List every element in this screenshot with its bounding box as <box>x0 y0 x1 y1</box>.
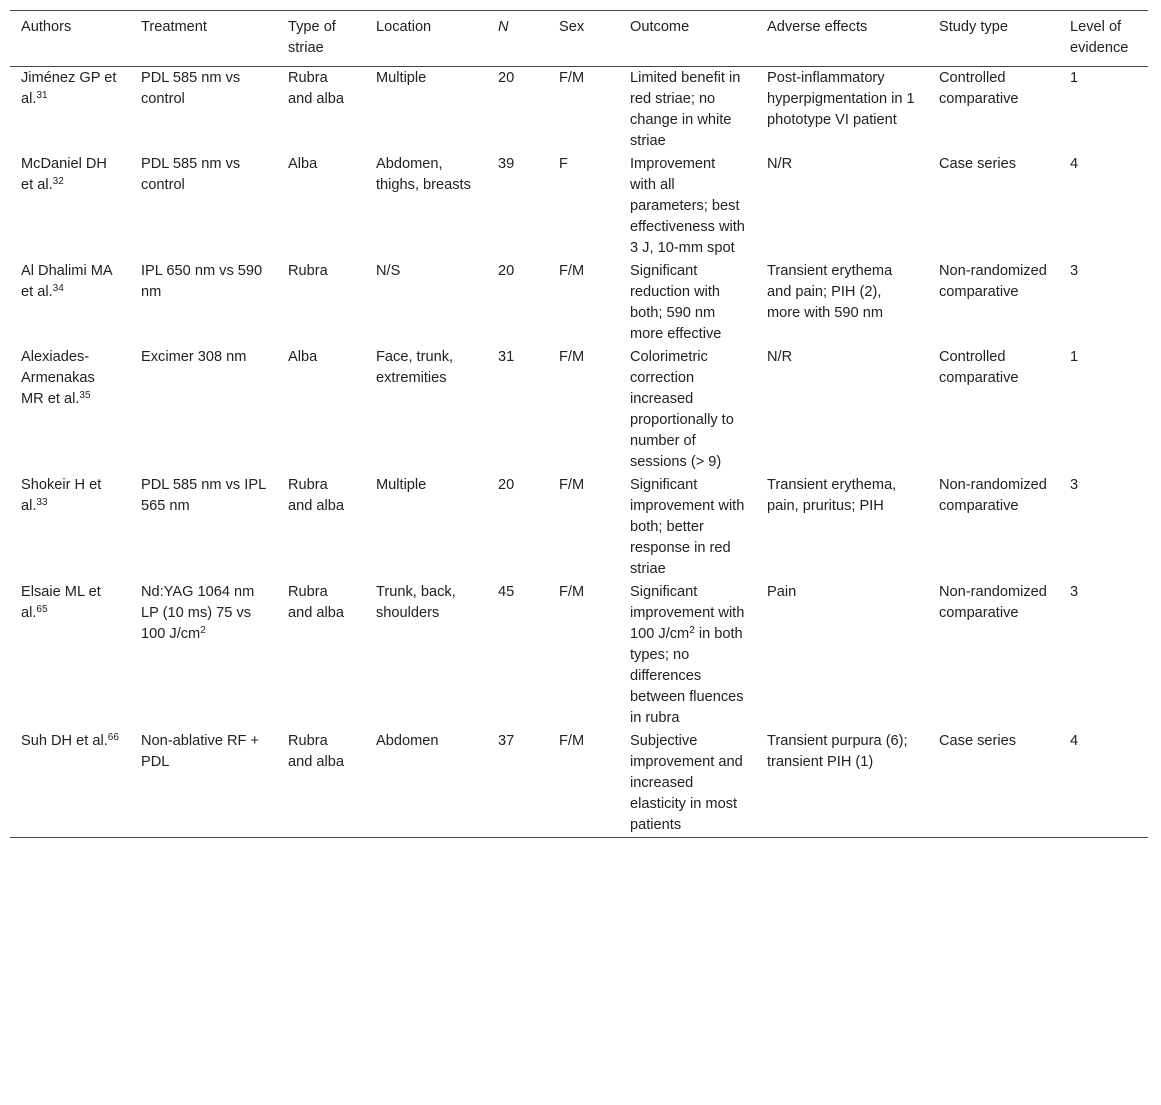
treatment-cell: PDL 585 nm vs IPL 565 nm <box>141 477 266 514</box>
author-cell: Elsaie ML et al.$^{65}$ <box>21 584 101 621</box>
table-row <box>10 260 1148 346</box>
table-row <box>10 730 1148 838</box>
n-cell: 39 <box>498 156 515 172</box>
treatment-cell: Nd:YAG 1064 nm LP (10 ms) 75 vs 100 $J/cm^2$ <box>141 584 255 642</box>
type-cell: Rubra <box>288 263 328 279</box>
outcome-cell: Significant improvement with 100 $J/cm^2$ in both types; no differences between fluences in rubra <box>630 584 745 726</box>
study-cell: Controlled comparative <box>939 349 1019 386</box>
level-cell: 1 <box>1070 70 1079 86</box>
location-cell: Multiple <box>376 70 427 86</box>
type-cell: Alba <box>288 156 318 172</box>
location-cell: Abdomen, thighs, breasts <box>376 156 471 193</box>
type-cell: Rubra and alba <box>288 733 344 770</box>
sex-cell: F/M <box>559 263 585 279</box>
table-row <box>10 346 1148 474</box>
table-row <box>10 67 1148 154</box>
outcome-cell: Subjective improvement and increased elasticity in most patients <box>630 733 743 833</box>
level-cell: 3 <box>1070 263 1079 279</box>
sex-cell: F/M <box>559 477 585 493</box>
level-cell: 1 <box>1070 349 1079 365</box>
table-row <box>10 581 1148 730</box>
header-type: Type of striae <box>288 19 336 56</box>
study-cell: Controlled comparative <box>939 70 1019 107</box>
location-cell: Abdomen <box>376 733 439 749</box>
type-cell: Alba <box>288 349 318 365</box>
header-study: Study type <box>939 19 1008 35</box>
adverse-cell: Transient erythema and pain; PIH (2), more with 590 nm <box>767 263 893 321</box>
adverse-cell: Pain <box>767 584 797 600</box>
n-cell: 37 <box>498 733 515 749</box>
location-cell: Trunk, back, shoulders <box>376 584 456 621</box>
n-cell: 20 <box>498 70 515 86</box>
treatment-cell: PDL 585 nm vs control <box>141 156 241 193</box>
sex-cell: F/M <box>559 70 585 86</box>
adverse-cell: Transient erythema, pain, pruritus; PIH <box>767 477 897 514</box>
adverse-cell: Post-inflammatory hyperpigmentation in 1 phototype VI patient <box>767 70 915 128</box>
outcome-cell: Significant reduction with both; 590 nm more effective <box>630 263 722 342</box>
adverse-cell: Transient purpura (6); transient PIH (1) <box>767 733 908 770</box>
type-cell: Rubra and alba <box>288 477 344 514</box>
header-treatment: Treatment <box>141 19 207 35</box>
study-cell: Non-randomized comparative <box>939 584 1047 621</box>
table-row <box>10 153 1148 260</box>
author-cell: McDaniel DH et al.$^{32}$ <box>21 156 107 193</box>
n-cell: 20 <box>498 263 515 279</box>
location-cell: Face, trunk, extremities <box>376 349 454 386</box>
outcome-cell: Improvement with all parameters; best effectiveness with 3 J, 10-mm spot <box>630 156 745 256</box>
sex-cell: F <box>559 156 568 172</box>
treatment-cell: Excimer 308 nm <box>141 349 247 365</box>
type-cell: Rubra and alba <box>288 70 344 107</box>
location-cell: N/S <box>376 263 401 279</box>
treatment-cell: PDL 585 nm vs control <box>141 70 241 107</box>
n-cell: 31 <box>498 349 515 365</box>
author-cell: Shokeir H et al.$^{33}$ <box>21 477 102 514</box>
striae-laser-table <box>10 10 1148 838</box>
sex-cell: F/M <box>559 349 585 365</box>
sex-cell: F/M <box>559 584 585 600</box>
header-row <box>10 11 1148 67</box>
author-cell: Al Dhalimi MA et al.$^{34}$ <box>21 263 112 300</box>
level-cell: 3 <box>1070 584 1079 600</box>
treatment-cell: IPL 650 nm vs 590 nm <box>141 263 263 300</box>
n-cell: 45 <box>498 584 515 600</box>
author-cell: Jiménez GP et al.$^{31}$ <box>21 70 117 107</box>
header-authors: Authors <box>21 19 72 35</box>
level-cell: 3 <box>1070 477 1079 493</box>
header-adverse: Adverse effects <box>767 19 868 35</box>
header-sex: Sex <box>559 19 585 35</box>
level-cell: 4 <box>1070 156 1079 172</box>
adverse-cell: N/R <box>767 349 793 365</box>
header-outcome: Outcome <box>630 19 690 35</box>
header-location: Location <box>376 19 432 35</box>
header-level: Level of evidence <box>1070 19 1129 56</box>
header-n: N <box>498 19 509 35</box>
author-cell: Suh DH et al.$^{66}$ <box>21 732 119 749</box>
table-row <box>10 474 1148 581</box>
treatment-cell: Non-ablative RF + PDL <box>141 733 260 770</box>
outcome-cell: Colorimetric correction increased proportionally to number of sessions (> 9) <box>630 349 734 470</box>
type-cell: Rubra and alba <box>288 584 344 621</box>
location-cell: Multiple <box>376 477 427 493</box>
outcome-cell: Limited benefit in red striae; no change in white striae <box>630 70 741 149</box>
sex-cell: F/M <box>559 733 585 749</box>
adverse-cell: N/R <box>767 156 793 172</box>
author-cell: Alexiades-Armenakas MR et al.$^{35}$ <box>21 349 95 407</box>
study-cell: Non-randomized comparative <box>939 477 1047 514</box>
study-cell: Case series <box>939 156 1017 172</box>
level-cell: 4 <box>1070 733 1079 749</box>
study-cell: Non-randomized comparative <box>939 263 1047 300</box>
outcome-cell: Significant improvement with both; better response in red striae <box>630 477 745 577</box>
study-cell: Case series <box>939 733 1017 749</box>
n-cell: 20 <box>498 477 515 493</box>
